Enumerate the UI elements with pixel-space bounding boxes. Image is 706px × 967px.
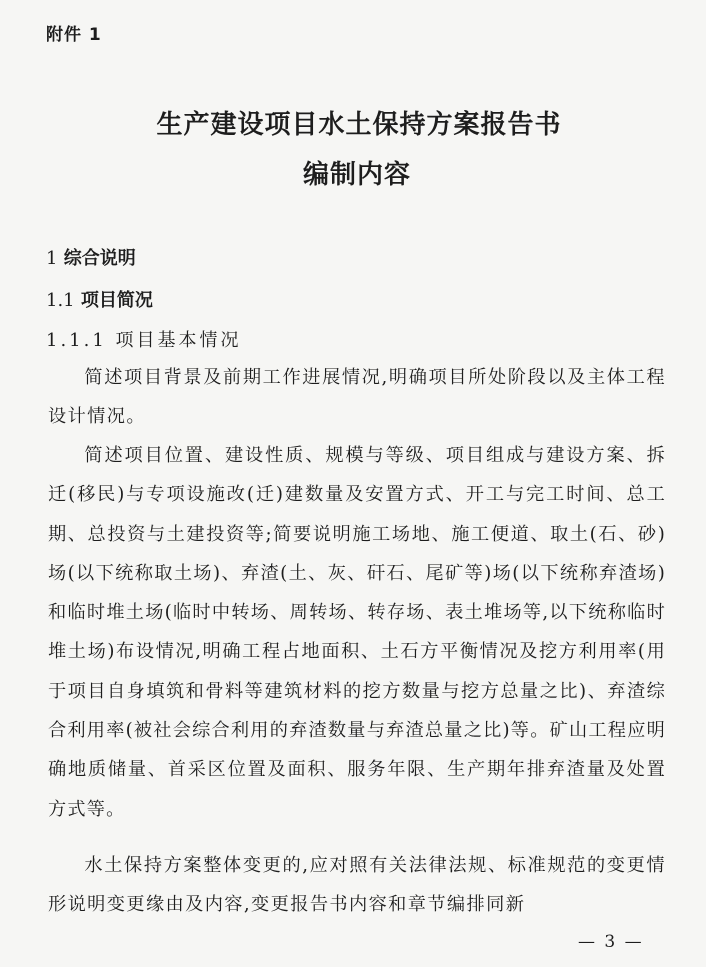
page-number: — 3 —	[578, 932, 644, 952]
section-title: 项目简况	[80, 290, 153, 311]
section-title: 综合说明	[63, 248, 136, 269]
document-subtitle: 编制内容	[302, 160, 411, 190]
attachment-label: 附件 1	[46, 25, 102, 45]
section-number: 1	[46, 248, 58, 269]
section-heading-1	[46, 244, 136, 270]
paragraph-3: 水土保持方案整体变更的,应对照有关法律法规、标准规范的变更情形说明变更缘由及内容,变更报告书内容和章节编排同新	[48, 855, 666, 916]
section-number: 1.1	[46, 290, 75, 311]
paragraph-1: 简述项目背景及前期工作进展情况,明确项目所处阶段以及主体工程设计情况。	[48, 367, 666, 428]
paragraph-2: 简述项目位置、建设性质、规模与等级、项目组成与建设方案、拆迁(移民)与专项设施改(迁)建数量及安置方式、开工与完工时间、总工期、总投资与土建投资等;简要说明施工场地、施工便道、取土(石、砂)场(以下统称取土场)、弃渣(土、灰、矸石、尾矿等)场(以下统称弃渣场)和临时堆土场(临时中转场、周转场、转存场、表土堆场等,以下统称临时堆土场)布设情况,明确工程占地面积、土石方平衡情况及挖方利用率(用于项目自身填筑和骨料等建筑材料的挖方数量与挖方总量之比)、弃渣综合利用率(被社会综合利用的弃渣数量与弃渣总量之比)等。矿山工程应明确地质储量、首采区位置及面积、服务年限、生产期年排弃渣量及处置方式等。	[48, 445, 666, 820]
document-title: 生产建设项目水土保持方案报告书	[156, 110, 562, 140]
section-heading-1-1-1: 1.1.1 项目基本情况	[46, 330, 242, 351]
section-heading-1-1	[46, 286, 153, 312]
